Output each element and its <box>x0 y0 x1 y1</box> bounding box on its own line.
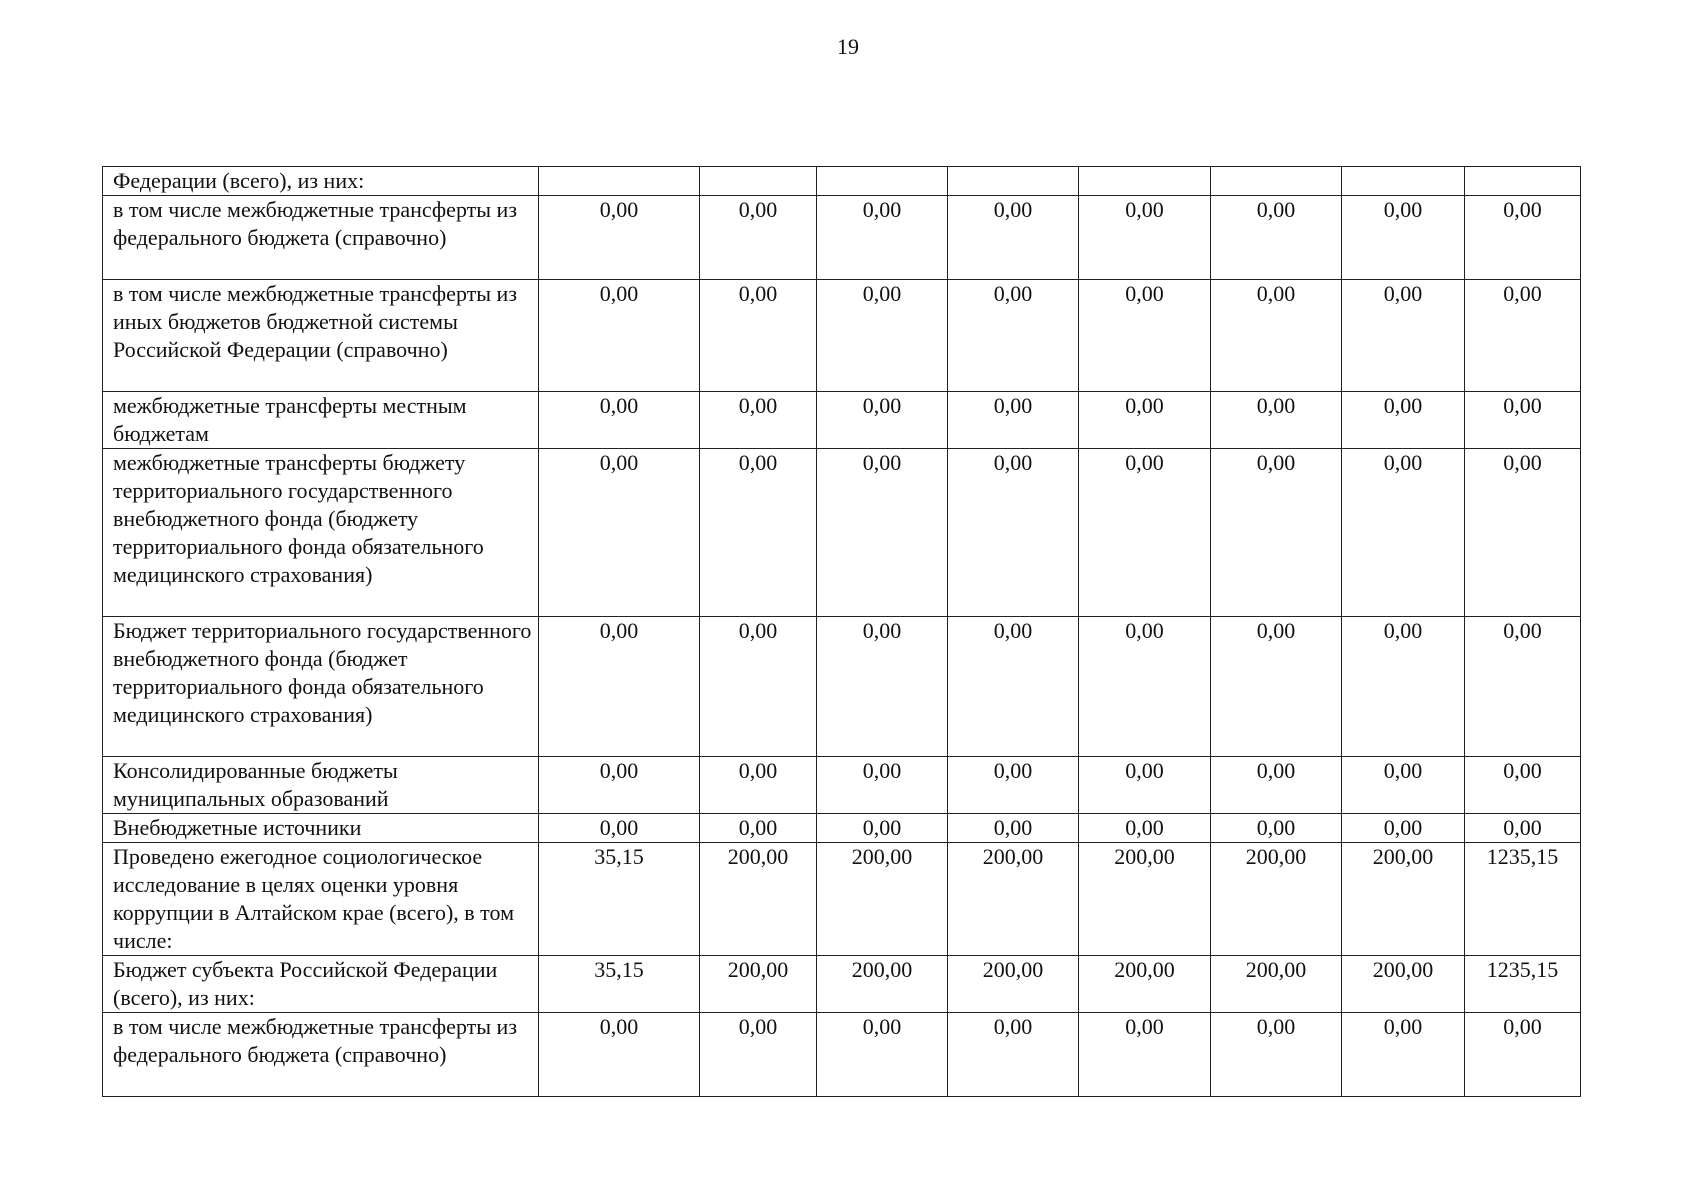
value-cell: 0,00 <box>1465 814 1581 843</box>
value-cell: 0,00 <box>700 449 817 617</box>
value-cell: 200,00 <box>1079 843 1211 956</box>
value-cell: 0,00 <box>1465 757 1581 814</box>
value-cell: 200,00 <box>948 843 1079 956</box>
row-label: в том числе межбюджетные трансферты из иных бюджетов бюджетной системы Российской Федерации (справочно) <box>103 280 539 392</box>
budget-table <box>102 166 1581 1097</box>
value-cell: 0,00 <box>700 280 817 392</box>
value-cell: 0,00 <box>1342 1013 1465 1097</box>
row-label: Внебюджетные источники <box>103 814 539 843</box>
value-cell: 0,00 <box>817 280 948 392</box>
value-cell <box>1079 167 1211 196</box>
value-cell: 0,00 <box>1079 280 1211 392</box>
table-row <box>103 280 1581 392</box>
value-cell: 0,00 <box>948 617 1079 757</box>
value-cell: 0,00 <box>1465 449 1581 617</box>
value-cell: 35,15 <box>539 843 700 956</box>
value-cell: 0,00 <box>1342 757 1465 814</box>
value-cell: 0,00 <box>1211 196 1342 280</box>
value-cell: 0,00 <box>539 1013 700 1097</box>
value-cell: 1235,15 <box>1465 843 1581 956</box>
value-cell: 0,00 <box>1465 392 1581 449</box>
value-cell: 0,00 <box>1342 280 1465 392</box>
table-row <box>103 757 1581 814</box>
value-cell: 200,00 <box>817 956 948 1013</box>
value-cell <box>1342 167 1465 196</box>
value-cell: 0,00 <box>1211 449 1342 617</box>
value-cell: 0,00 <box>948 196 1079 280</box>
value-cell: 0,00 <box>1342 392 1465 449</box>
row-label: межбюджетные трансферты местным бюджетам <box>103 392 539 449</box>
table-row <box>103 617 1581 757</box>
value-cell <box>1465 167 1581 196</box>
value-cell: 0,00 <box>817 814 948 843</box>
value-cell: 200,00 <box>1211 956 1342 1013</box>
value-cell: 200,00 <box>1211 843 1342 956</box>
value-cell <box>948 167 1079 196</box>
value-cell: 200,00 <box>1079 956 1211 1013</box>
row-label: в том числе межбюджетные трансферты из федерального бюджета (справочно) <box>103 196 539 280</box>
page-number: 19 <box>837 34 859 59</box>
value-cell: 0,00 <box>539 617 700 757</box>
value-cell: 200,00 <box>1342 843 1465 956</box>
value-cell: 0,00 <box>539 280 700 392</box>
value-cell: 0,00 <box>700 757 817 814</box>
value-cell: 0,00 <box>1211 617 1342 757</box>
value-cell: 0,00 <box>700 617 817 757</box>
value-cell: 0,00 <box>948 280 1079 392</box>
value-cell: 0,00 <box>817 1013 948 1097</box>
row-label: Федерации (всего), из них: <box>103 167 539 196</box>
value-cell: 200,00 <box>817 843 948 956</box>
value-cell: 0,00 <box>1079 449 1211 617</box>
value-cell: 0,00 <box>1211 814 1342 843</box>
value-cell: 0,00 <box>817 392 948 449</box>
value-cell: 0,00 <box>1211 1013 1342 1097</box>
value-cell <box>1211 167 1342 196</box>
value-cell: 0,00 <box>1079 1013 1211 1097</box>
table-row <box>103 196 1581 280</box>
value-cell: 0,00 <box>1342 449 1465 617</box>
table-row <box>103 392 1581 449</box>
value-cell: 0,00 <box>1079 757 1211 814</box>
value-cell <box>539 167 700 196</box>
row-label: в том числе межбюджетные трансферты из федерального бюджета (справочно) <box>103 1013 539 1097</box>
value-cell: 0,00 <box>817 449 948 617</box>
value-cell: 0,00 <box>700 1013 817 1097</box>
value-cell: 0,00 <box>700 392 817 449</box>
value-cell: 0,00 <box>539 392 700 449</box>
value-cell: 0,00 <box>1211 280 1342 392</box>
row-label: Проведено ежегодное социологическое исследование в целях оценки уровня коррупции в Алтайском крае (всего), в том числе: <box>103 843 539 956</box>
value-cell: 0,00 <box>1342 617 1465 757</box>
value-cell: 0,00 <box>539 196 700 280</box>
value-cell: 0,00 <box>539 814 700 843</box>
value-cell: 0,00 <box>1079 392 1211 449</box>
value-cell: 0,00 <box>948 814 1079 843</box>
value-cell: 0,00 <box>700 196 817 280</box>
value-cell: 0,00 <box>1465 280 1581 392</box>
value-cell: 0,00 <box>1342 814 1465 843</box>
table-row <box>103 449 1581 617</box>
row-label: Бюджет субъекта Российской Федерации (всего), из них: <box>103 956 539 1013</box>
value-cell: 1235,15 <box>1465 956 1581 1013</box>
value-cell: 200,00 <box>700 956 817 1013</box>
table-row <box>103 843 1581 956</box>
value-cell: 0,00 <box>1079 814 1211 843</box>
value-cell: 0,00 <box>1079 196 1211 280</box>
value-cell: 0,00 <box>817 196 948 280</box>
value-cell: 0,00 <box>948 1013 1079 1097</box>
row-label: межбюджетные трансферты бюджету территориального государственного внебюджетного фонда (бюджету территориального фонда обязательного медицинского страхования) <box>103 449 539 617</box>
table-row <box>103 167 1581 196</box>
value-cell: 200,00 <box>948 956 1079 1013</box>
value-cell: 200,00 <box>1342 956 1465 1013</box>
table-row <box>103 1013 1581 1097</box>
table-row <box>103 956 1581 1013</box>
row-label: Консолидированные бюджеты муниципальных образований <box>103 757 539 814</box>
value-cell: 0,00 <box>700 814 817 843</box>
value-cell: 0,00 <box>948 392 1079 449</box>
value-cell: 0,00 <box>817 617 948 757</box>
value-cell: 0,00 <box>1465 1013 1581 1097</box>
budget-table-body <box>103 167 1581 1097</box>
value-cell <box>817 167 948 196</box>
value-cell: 0,00 <box>1465 617 1581 757</box>
value-cell: 35,15 <box>539 956 700 1013</box>
value-cell: 0,00 <box>1465 196 1581 280</box>
row-label: Бюджет территориального государственного внебюджетного фонда (бюджет территориального фонда обязательного медицинского страхования) <box>103 617 539 757</box>
value-cell: 0,00 <box>1342 196 1465 280</box>
value-cell: 200,00 <box>700 843 817 956</box>
value-cell: 0,00 <box>539 449 700 617</box>
value-cell: 0,00 <box>1079 617 1211 757</box>
value-cell <box>700 167 817 196</box>
value-cell: 0,00 <box>817 757 948 814</box>
value-cell: 0,00 <box>1211 757 1342 814</box>
value-cell: 0,00 <box>539 757 700 814</box>
value-cell: 0,00 <box>948 757 1079 814</box>
value-cell: 0,00 <box>948 449 1079 617</box>
value-cell: 0,00 <box>1211 392 1342 449</box>
table-row <box>103 814 1581 843</box>
